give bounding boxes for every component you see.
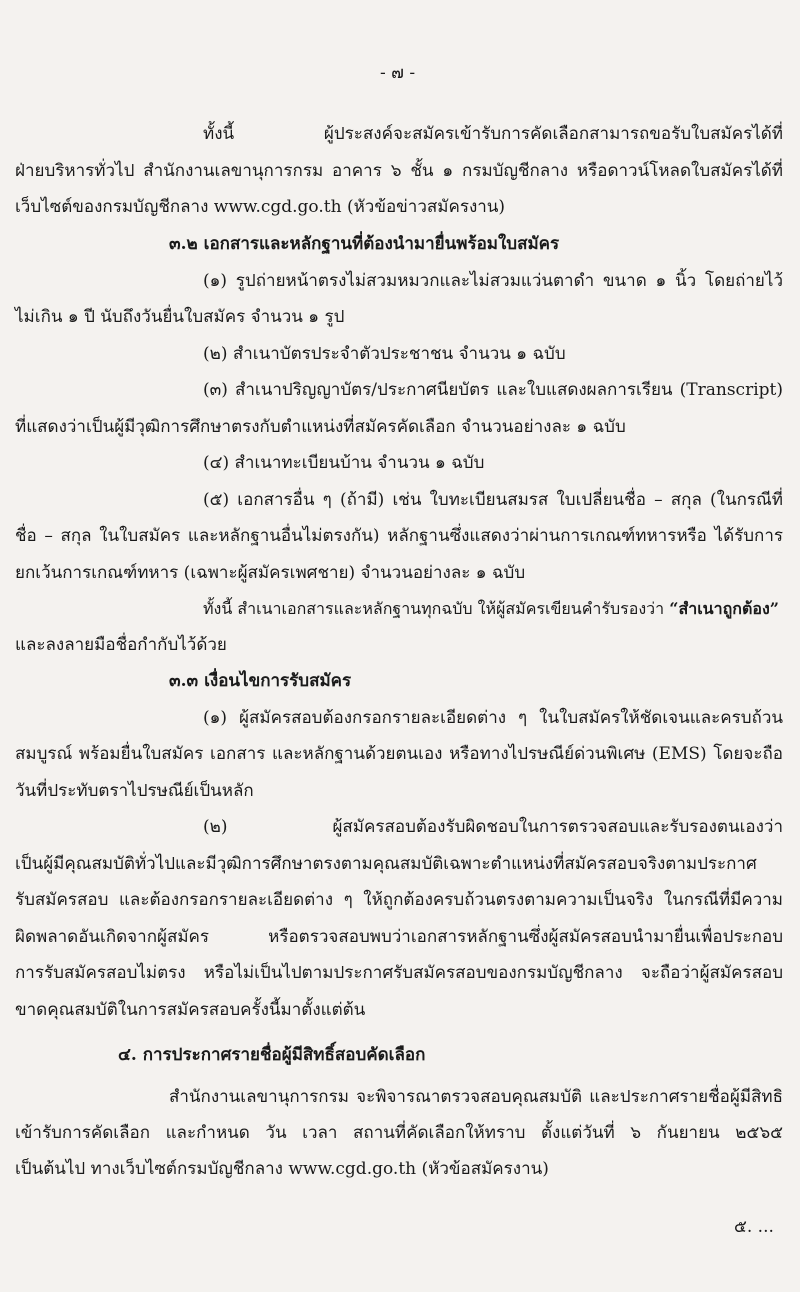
list-item: วันที่ประทับตราไปรษณีย์เป็นหลัก [15, 781, 254, 801]
section-4-heading: ๔. การประกาศรายชื่อผู้มีสิทธิ์สอบคัดเลือก [118, 1045, 426, 1065]
list-item: (๒) สำเนาบัตรประจำตัวประชาชน จำนวน ๑ ฉบับ [203, 344, 566, 364]
list-item: ไม่เกิน ๑ ปี นับถึงวันยื่นใบสมัคร จำนวน ๑ รูป [15, 307, 345, 327]
list-item: (๑) ผู้สมัครสอบต้องกรอกรายละเอียดต่าง ๆ ในใบสมัครให้ชัดเจนและครบถ้วน [203, 708, 783, 728]
list-item: ชื่อ – สกุล ในใบสมัคร และหลักฐานอื่นไม่ตรงกัน) หลักฐานซึ่งแสดงว่าผ่านการเกณฑ์ทหารหรือ ได้รับการ [15, 526, 783, 546]
list-item: สมบูรณ์ พร้อมยื่นใบสมัคร เอกสาร และหลักฐานด้วยตนเอง หรือทางไปรษณีย์ด่วนพิเศษ (EMS) โดยจะถือ [15, 744, 783, 764]
list-item: ที่แสดงว่าเป็นผู้มีวุฒิการศึกษาตรงกับตำแหน่งที่สมัครคัดเลือก จำนวนอย่างละ ๑ ฉบับ [15, 417, 626, 437]
list-item: การรับสมัครสอบไม่ตรง หรือไม่เป็นไปตามประกาศรับสมัครสอบของกรมบัญชีกลาง จะถือว่าผู้สมัครสอบ [15, 963, 783, 983]
paragraph-line: สำนักงานเลขานุการกรม จะพิจารณาตรวจสอบคุณสมบัติ และประกาศรายชื่อผู้มีสิทธิ [169, 1087, 783, 1107]
continuation-marker: ๕. ... [734, 1217, 774, 1237]
note-text: ทั้งนี้ สำเนาเอกสารและหลักฐานทุกฉบับ ให้ผู้สมัครเขียนคำรับรองว่า [203, 599, 670, 618]
paragraph-line: เป็นต้นไป ทางเว็บไซต์กรมบัญชีกลาง www.cgd.go.th (หัวข้อสมัครงาน) [15, 1159, 549, 1179]
list-item: (๕) เอกสารอื่น ๆ (ถ้ามี) เช่น ใบทะเบียนสมรส ใบเปลี่ยนชื่อ – สกุล (ในกรณีที่ [203, 490, 783, 510]
list-item: รับสมัครสอบ และต้องกรอกรายละเอียดต่าง ๆ ให้ถูกต้องครบถ้วนตรงตามความเป็นจริง ในกรณีที่มีความ [15, 890, 783, 910]
certification-note [203, 598, 779, 620]
list-item: ขาดคุณสมบัติในการสมัครสอบครั้งนี้มาตั้งแต่ต้น [15, 1000, 366, 1020]
intro-line: ทั้งนี้ ผู้ประสงค์จะสมัครเข้ารับการคัดเลือกสามารถขอรับใบสมัครได้ที่ [203, 124, 783, 144]
note-emphasis: “สำเนาถูกต้อง” [669, 599, 779, 618]
page-number: - ๗ - [380, 63, 416, 83]
section-3-2-heading: ๓.๒ เอกสารและหลักฐานที่ต้องนำมายื่นพร้อมใบสมัคร [169, 234, 560, 254]
list-item: (๔) สำเนาทะเบียนบ้าน จำนวน ๑ ฉบับ [203, 453, 485, 473]
intro-line: ฝ่ายบริหารทั่วไป สำนักงานเลขานุการกรม อาคาร ๖ ชั้น ๑ กรมบัญชีกลาง หรือดาวน์โหลดใบสมัครได้ที่ [15, 161, 783, 181]
list-item: (๓) สำเนาปริญญาบัตร/ประกาศนียบัตร และใบแสดงผลการเรียน (Transcript) [203, 380, 783, 400]
list-item: ยกเว้นการเกณฑ์ทหาร (เฉพาะผู้สมัครเพศชาย) จำนวนอย่างละ ๑ ฉบับ [15, 563, 526, 583]
list-item: (๑) รูปถ่ายหน้าตรงไม่สวมหมวกและไม่สวมแว่นตาดำ ขนาด ๑ นิ้ว โดยถ่ายไว้ [203, 271, 783, 291]
list-item: เป็นผู้มีคุณสมบัติทั่วไปและมีวุฒิการศึกษาตรงตามคุณสมบัติเฉพาะตำแหน่งที่สมัครสอบจริงตามประกาศ [15, 854, 757, 874]
list-item: (๒) ผู้สมัครสอบต้องรับผิดชอบในการตรวจสอบและรับรองตนเองว่า [203, 817, 783, 837]
paragraph-line: เข้ารับการคัดเลือก และกำหนด วัน เวลา สถานที่คัดเลือกให้ทราบ ตั้งแต่วันที่ ๖ กันยายน ๒๕๖๕ [15, 1123, 783, 1143]
section-3-3-heading: ๓.๓ เงื่อนไขการรับสมัคร [169, 671, 352, 691]
list-item: ผิดพลาดอันเกิดจากผู้สมัคร หรือตรวจสอบพบว่าเอกสารหลักฐานซึ่งผู้สมัครสอบนำมายื่นเพื่อประกอบ [15, 927, 783, 947]
certification-note-line2: และลงลายมือชื่อกำกับไว้ด้วย [15, 635, 227, 655]
intro-line: เว็บไซต์ของกรมบัญชีกลาง www.cgd.go.th (หัวข้อข่าวสมัครงาน) [15, 197, 506, 217]
